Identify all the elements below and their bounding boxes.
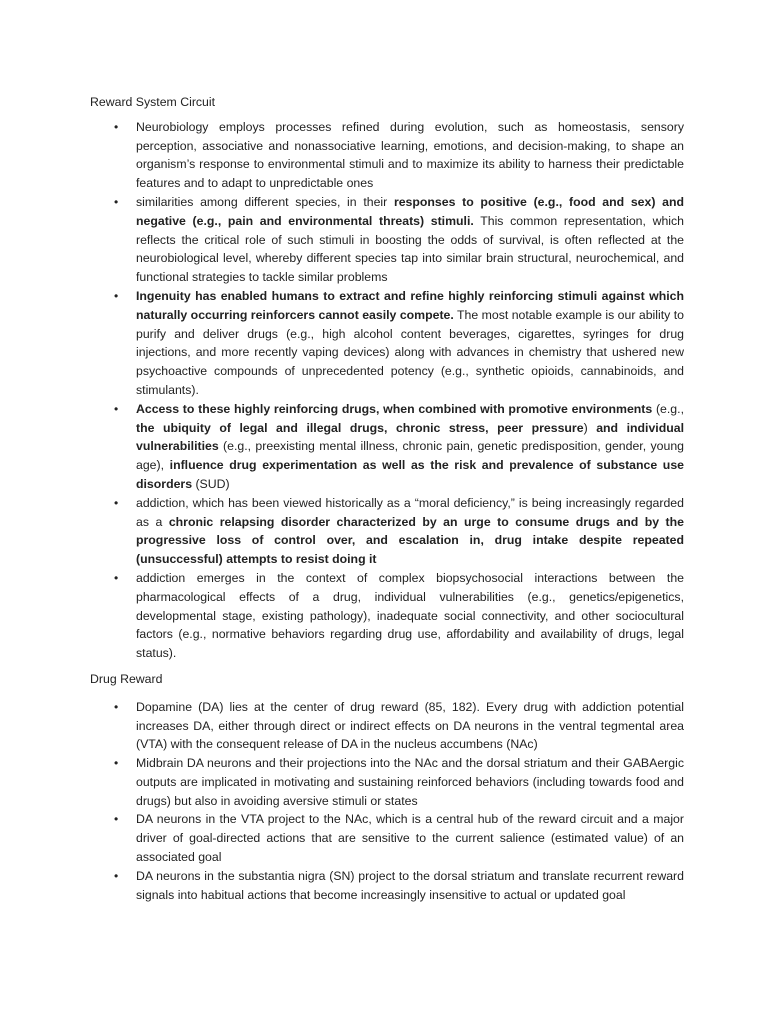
bullet-dot-icon: • <box>114 756 119 771</box>
bullet-dot-icon: • <box>114 699 119 714</box>
bullet-dot-icon: • <box>114 119 119 134</box>
bullet-text: The most notable example is our ability to purify and deliver drugs (e.g., high alcohol content beverages, cigarettes, syringes for drug injections, and more recently vaping devices) along with advances in chemistry that ushered new psychoactive compounds of unprecedented potency (e.g., synthetic opioids, cannabinoids, and stimulants). <box>136 307 684 397</box>
bullet-text: addiction emerges in the context of complex biopsychosocial interactions between the pharmacological effects of a drug, individual vulnerabilities (e.g., genetics/epigenetics, developmental stage, existing pathology), inadequate social connectivity, and other sociocultural factors (e.g., normative behaviors regarding drug use, affordability and availability of drugs, legal status). <box>136 570 684 661</box>
bullet-text-bold: the ubiquity of legal and illegal drugs, chronic stress, peer pressure <box>136 420 584 435</box>
bullet-list-reward-system-circuit <box>90 118 684 663</box>
bullet-dot-icon: • <box>114 288 119 303</box>
bullet-item <box>90 810 684 866</box>
bullet-dot-icon: • <box>114 401 119 416</box>
bullet-text: Neurobiology employs processes refined during evolution, such as homeostasis, sensory perception, associative and nonassociative learning, emotions, and decision-making, to shape an organism’s response to environmental stimuli and to maximize its ability to harness their predictable features and to adapt to unpredictable ones <box>136 119 684 191</box>
bullet-text-bold: Access to these highly reinforcing drugs, when combined with promotive environments <box>136 401 653 416</box>
bullet-dot-icon: • <box>114 194 119 209</box>
section-heading-drug-reward: Drug Reward <box>90 671 163 686</box>
bullet-text: Dopamine (DA) lies at the center of drug reward (85, 182). Every drug with addiction potential increases DA, either through direct or indirect effects on DA neurons in the ventral tegmental area (VTA) with the consequent release of DA in the nucleus accumbens (NAc) <box>136 699 684 752</box>
bullet-text: DA neurons in the substantia nigra (SN) project to the dorsal striatum and translate recurrent reward signals into habitual actions that become increasingly insensitive to actual or updated goal <box>136 868 684 902</box>
bullet-text-bold: and individual vulnerabilities <box>136 420 684 454</box>
bullet-text: similarities among different species, in their <box>136 194 394 209</box>
bullet-text-bold: chronic relapsing disorder characterized by an urge to consume drugs and by the progressive loss of control over, and escalation in, drug intake despite repeated (unsuccessful) attempts to resist doing it <box>136 514 684 567</box>
bullet-list-drug-reward <box>90 698 684 905</box>
bullet-item <box>90 193 684 287</box>
bullet-text: This common representation, which reflects the critical role of such stimuli in boosting the odds of survival, is often reflected at the neurobiological level, whereby different species tap into similar brain structural, neurochemical, and functional strategies to tackle similar problems <box>136 213 685 285</box>
bullet-item <box>90 867 684 905</box>
bullet-text: (e.g., preexisting mental illness, chronic pain, genetic predisposition, gender, young age), <box>136 439 684 473</box>
bullet-item <box>90 698 684 754</box>
bullet-dot-icon: • <box>114 495 119 510</box>
bullet-text-bold: influence drug experimentation as well as the risk and prevalence of substance use disorders <box>136 458 685 491</box>
bullet-text-bold: Ingenuity has enabled humans to extract and refine highly reinforcing stimuli against which naturally occurring reinforcers cannot easily compete. <box>136 288 684 322</box>
bullet-item <box>90 287 684 400</box>
bullet-text-bold: responses to positive (e.g., food and sex) and negative (e.g., pain and environmental threats) stimuli. <box>136 194 684 228</box>
bullet-item <box>90 118 684 193</box>
bullet-text: (e.g., <box>652 401 684 416</box>
bullet-item <box>90 569 684 663</box>
bullet-text: (SUD) <box>192 476 230 491</box>
bullet-item <box>90 754 684 810</box>
bullet-text: DA neurons in the VTA project to the NAc, which is a central hub of the reward circuit and a major driver of goal-directed actions that are sensitive to the current salience (estimated value) of an associated goal <box>136 812 684 865</box>
bullet-text: ) <box>583 420 597 435</box>
section-heading-reward-system-circuit: Reward System Circuit <box>90 95 216 109</box>
bullet-item <box>90 400 684 494</box>
bullet-dot-icon: • <box>114 812 119 827</box>
bullet-dot-icon: • <box>114 570 119 585</box>
bullet-item <box>90 494 684 569</box>
bullet-dot-icon: • <box>114 868 119 883</box>
bullet-text: Midbrain DA neurons and their projections into the NAc and the dorsal striatum and their GABAergic outputs are implicated in motivating and sustaining reinforced behaviors (including towards food and drugs) but also in avoiding aversive stimuli or states <box>136 756 684 808</box>
bullet-text: addiction, which has been viewed historically as a “moral deficiency,” is being increasingly regarded as a <box>136 495 684 529</box>
